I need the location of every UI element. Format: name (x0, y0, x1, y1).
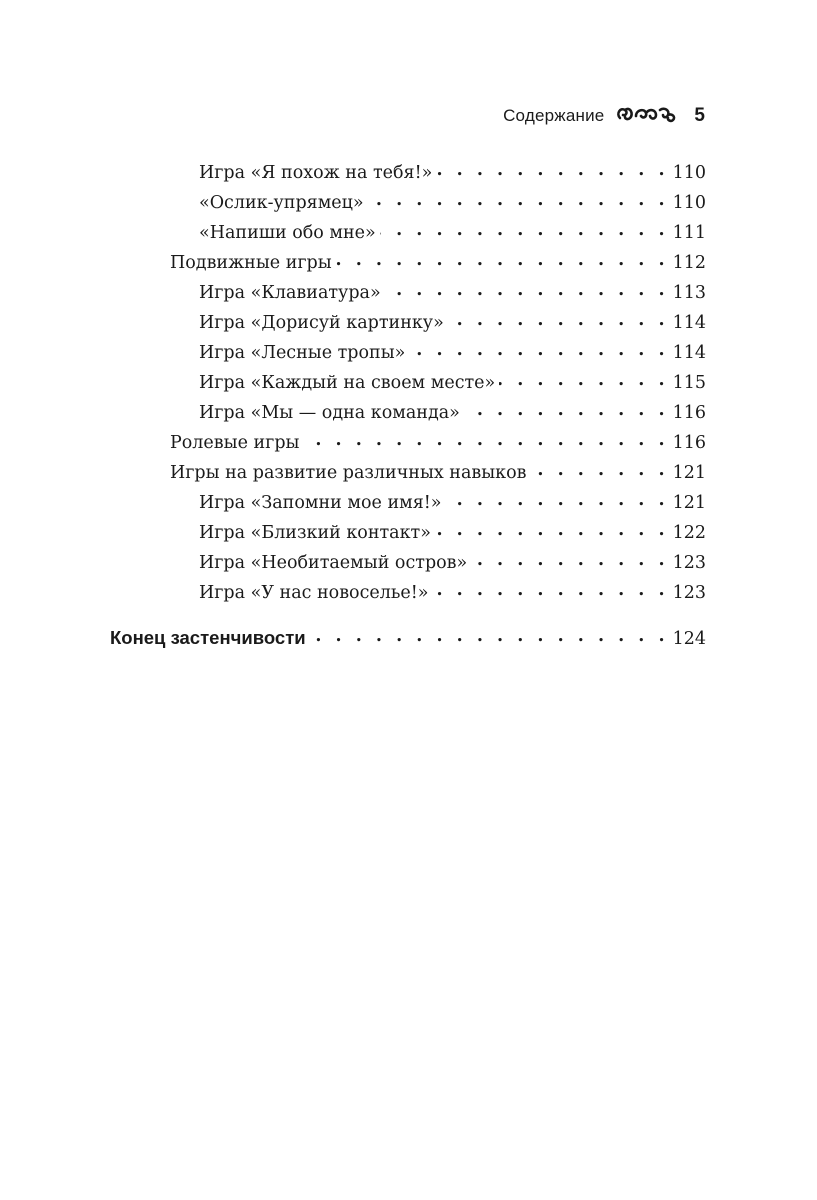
toc-entry-title: Игра «Дорисуй картинку» (199, 312, 444, 333)
toc-leader-dots (303, 430, 668, 448)
toc-entry-title: Игра «Близкий контакт» (199, 522, 431, 543)
toc-section-entry[interactable] (110, 430, 706, 460)
toc-entry-title: Игра «У нас новоселье!» (199, 582, 429, 603)
toc-entry-page: 112 (672, 252, 706, 273)
toc-leader-dots (531, 460, 669, 478)
ornament-glyph (616, 104, 678, 124)
toc-entry-page: 123 (672, 582, 706, 603)
toc-entry[interactable] (110, 580, 706, 610)
toc-entry[interactable] (110, 520, 706, 550)
running-header-title: Содержание (503, 105, 605, 125)
toc-leader-dots (310, 626, 669, 644)
toc-entry-title: Игра «Запомни мое имя!» (199, 492, 442, 513)
toc-entry-page: 110 (672, 162, 706, 183)
ornament-icon (616, 104, 678, 127)
toc-section-entry[interactable] (110, 250, 706, 280)
toc-entry-title: Игра «Мы — одна команда» (199, 402, 460, 423)
running-header (503, 104, 705, 127)
toc-leader-dots (435, 520, 669, 538)
toc-entry-title: Игра «Клавиатура» (199, 282, 381, 303)
toc-leader-dots (436, 160, 668, 178)
toc-entry-page: 114 (672, 342, 706, 363)
toc-entry-title: Игра «Необитаемый остров» (199, 552, 468, 573)
toc-entry-title: Подвижные игры (170, 252, 332, 273)
toc-section-entry[interactable] (110, 460, 706, 490)
toc-leader-dots (433, 580, 669, 598)
toc-leader-dots (336, 250, 669, 268)
toc-entry[interactable] (110, 370, 706, 400)
toc-entry-page: 115 (672, 372, 706, 393)
toc-entry[interactable] (110, 400, 706, 430)
toc-entry-page: 124 (672, 628, 706, 649)
toc-entry[interactable] (110, 310, 706, 340)
toc-entry-page: 111 (672, 222, 706, 243)
toc-entry-title: Игры на развитие различных навыков (170, 462, 527, 483)
toc-entry-title: Ролевые игры (170, 432, 300, 453)
toc-entry-page: 123 (672, 552, 706, 573)
toc-leader-dots (471, 550, 668, 568)
toc-entry-page: 114 (672, 312, 706, 333)
toc-entry-page: 121 (672, 492, 706, 513)
toc-chapter-title: Конец застенчивости (110, 626, 306, 648)
toc-entry[interactable] (110, 160, 706, 190)
page-number: 5 (694, 104, 705, 126)
toc-leader-dots (385, 280, 669, 298)
toc-leader-dots (446, 490, 669, 508)
toc-leader-dots (380, 220, 669, 238)
toc-entry-page: 116 (672, 402, 706, 423)
toc-leader-dots (464, 400, 669, 418)
toc-entry-title: Игра «Каждый на своем месте» (199, 372, 496, 393)
toc-leader-dots (448, 310, 669, 328)
toc-entry-page: 110 (672, 192, 706, 213)
toc-entry-title: Игра «Я похож на тебя!» (199, 162, 433, 183)
toc-entry-title: Игра «Лесные тропы» (199, 342, 406, 363)
toc-entry[interactable] (110, 340, 706, 370)
toc-entry[interactable] (110, 220, 706, 250)
toc-entry[interactable] (110, 490, 706, 520)
toc-entry-title: «Ослик-упрямец» (199, 192, 364, 213)
toc-leader-dots (499, 370, 668, 388)
toc-entry-page: 113 (672, 282, 706, 303)
table-of-contents (110, 160, 706, 656)
toc-entry-title: «Напиши обо мне» (199, 222, 376, 243)
toc-entry[interactable] (110, 190, 706, 220)
toc-entry-page: 121 (672, 462, 706, 483)
toc-entry[interactable] (110, 550, 706, 580)
toc-entry[interactable] (110, 280, 706, 310)
toc-entry-page: 122 (672, 522, 706, 543)
toc-chapter-entry[interactable] (110, 626, 706, 656)
toc-leader-dots (409, 340, 668, 358)
toc-entry-page: 116 (672, 432, 706, 453)
toc-leader-dots (368, 190, 669, 208)
